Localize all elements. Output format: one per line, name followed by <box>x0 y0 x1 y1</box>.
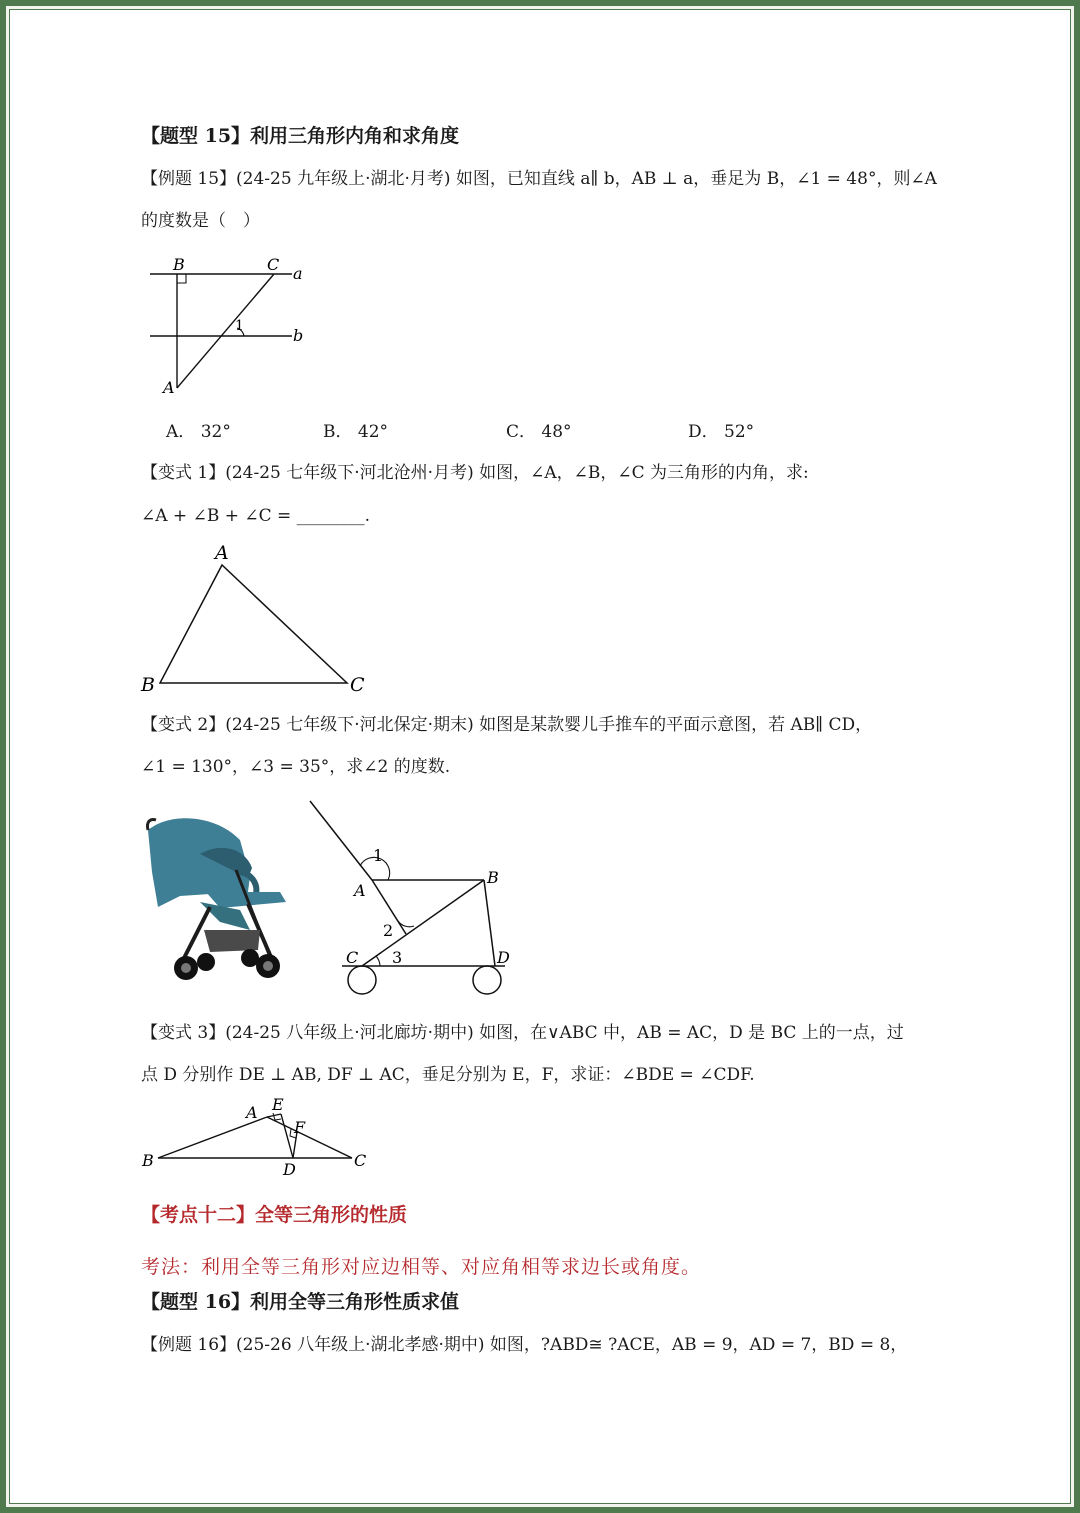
v1-question-line2: ∠A + ∠B + ∠C = ________. <box>141 506 371 526</box>
v1-figure-triangle <box>135 540 375 700</box>
q16-question-line1: 【例题 16】(25-26 八年级上·湖北孝感·期中) 如图，?ABD≅ ?ACE，AB = 9，AD = 7，BD = 8， <box>141 1335 908 1355</box>
segment-bd <box>484 880 495 966</box>
v2-question-line1: 【变式 2】(24-25 七年级下·河北保定·期末) 如图是某款婴儿手推车的平面示意图，若 AB∥ CD， <box>141 715 873 735</box>
label-angle-2: 2 <box>383 921 394 940</box>
label-B: B <box>173 255 185 274</box>
q15-heading: 【题型 15】利用三角形内角和求角度 <box>141 125 460 147</box>
v2-figure-stroller-diagram <box>300 795 530 1005</box>
v3-figure-isosceles <box>138 1092 378 1180</box>
label-D: D <box>283 1160 296 1179</box>
wheel-right <box>473 966 501 994</box>
v3-question-line1: 【变式 3】(24-25 八年级上·河北廊坊·期中) 如图，在∨ABC 中，AB = AC，D 是 BC 上的一点，过 <box>141 1023 904 1043</box>
segment-ac <box>267 1117 352 1158</box>
option-value: 32° <box>200 422 231 442</box>
label-A: A <box>246 1103 258 1122</box>
stroller-wheel-rear-right <box>241 949 259 967</box>
label-angle-1: 1 <box>373 846 384 865</box>
label-line-b: b <box>293 326 304 345</box>
kp12-heading: 【考点十二】全等三角形的性质 <box>141 1204 408 1226</box>
label-B: B <box>142 1151 154 1170</box>
label-C: C <box>354 1151 367 1170</box>
option-letter: B． <box>323 422 353 442</box>
label-F: F <box>294 1118 306 1137</box>
label-angle-1: 1 <box>235 318 244 334</box>
label-E: E <box>272 1095 284 1114</box>
q15-option-a[interactable] <box>166 420 231 444</box>
q15-option-d[interactable] <box>688 420 754 444</box>
segment-ab <box>158 1117 267 1158</box>
wheel-left <box>348 966 376 994</box>
stroller-basket <box>204 930 260 952</box>
v2-question-line2: ∠1 = 130°，∠3 = 35°，求∠2 的度数. <box>141 757 451 777</box>
label-B: B <box>487 868 499 887</box>
triangle-abc <box>160 565 347 683</box>
q15-question-line2: 的度数是（ ） <box>141 211 260 231</box>
option-value: 42° <box>357 422 389 442</box>
right-angle-mark <box>177 274 186 283</box>
label-B: B <box>141 674 155 696</box>
angle-3-arc <box>376 956 380 966</box>
option-letter: A． <box>166 422 196 442</box>
label-C: C <box>267 255 280 274</box>
q15-question-line1: 【例题 15】(24-25 九年级上·湖北·月考) 如图，已知直线 a∥ b，AB ⊥ a，垂足为 B，∠1 = 48°，则∠A <box>141 169 937 189</box>
option-value: 48° <box>541 422 572 442</box>
label-C: C <box>346 948 359 967</box>
option-letter: D． <box>688 422 719 442</box>
stroller-hub <box>181 963 191 973</box>
stroller-photo <box>140 812 290 992</box>
handle-line <box>310 801 372 880</box>
v1-question-line1: 【变式 1】(24-25 七年级下·河北沧州·月考) 如图，∠A，∠B，∠C 为三角形的内角，求: <box>141 463 809 483</box>
option-letter: C． <box>506 422 537 442</box>
label-C: C <box>350 674 365 696</box>
q16-heading: 【题型 16】利用全等三角形性质求值 <box>141 1291 460 1313</box>
segment-ac <box>177 274 274 388</box>
label-line-a: a <box>293 264 303 283</box>
label-A: A <box>215 542 229 564</box>
v3-question-line2: 点 D 分别作 DE ⊥ AB, DF ⊥ AC，垂足分别为 E，F，求证：∠BDE = ∠CDF. <box>141 1065 755 1085</box>
label-A: A <box>354 881 366 900</box>
q15-figure-parallel-lines <box>140 250 320 400</box>
kp12-method: 考法：利用全等三角形对应边相等、对应角相等求边长或角度。 <box>141 1256 702 1278</box>
stroller-wheel-front-right <box>197 953 215 971</box>
label-A: A <box>163 378 175 397</box>
q15-option-b[interactable] <box>323 420 388 444</box>
q15-option-c[interactable] <box>506 420 572 444</box>
option-value: 52° <box>724 422 755 442</box>
label-angle-3: 3 <box>392 948 403 967</box>
stroller-hub <box>263 961 273 971</box>
label-D: D <box>497 948 510 967</box>
